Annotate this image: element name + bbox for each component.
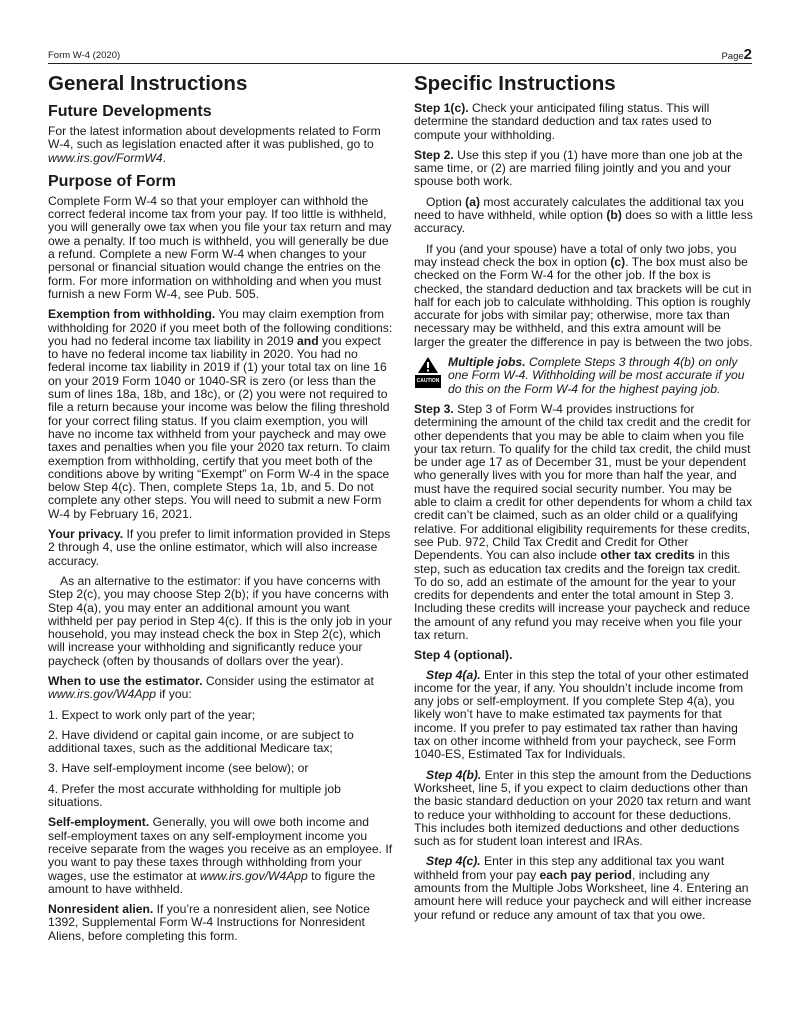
paragraph [48, 783, 394, 810]
paragraph [48, 528, 394, 568]
text-run: Enter in this step the amount from the Deductions Worksheet, line 5, if you expect to claim deductions other than the basic standard deduction on your 2020 tax return and want to reduce your withholding to account for these deductions. This includes both itemized deductions and other deductions such as for student loan interest and IRAs. [414, 767, 752, 849]
bold-text: Step 2. [414, 147, 454, 162]
paragraph [48, 709, 394, 722]
bold-text: Your privacy. [48, 527, 124, 542]
caution-text [448, 356, 754, 396]
paragraph [48, 195, 394, 301]
text-run: 1. Expect to work only part of the year; [48, 707, 256, 722]
paragraph [48, 729, 394, 756]
paragraph [48, 125, 394, 165]
text-run: Generally, you will owe both income and self-employment taxes on any self-employment income you receive separate from the wages you receive as an employee. If you want to pay these taxes through withholding from your wages, use the estimator at [48, 815, 393, 883]
text-run: . [162, 150, 167, 165]
text-run: Complete Steps 3 through 4(b) on only one Form W-4. Withholding will be most accurate if you do this on the Form W-4 for the highest paying job. [448, 355, 745, 396]
bold-italic-text: Step 4(a). [426, 667, 481, 682]
bold-text: Exemption from withholding. [48, 307, 216, 322]
text-run: If you (and your spouse) have a total of only two jobs, you may instead check the box in option [414, 241, 737, 269]
text-run: to figure the amount to have withheld. [48, 868, 376, 896]
text-run: Complete Form W-4 so that your employer can withhold the correct federal income tax from your pay. If too little is withheld, you will generally owe tax when you file your tax return and may owe a penalty. If too much is withheld, you will generally be due a refund. Complete a new Form W-4 when changes to your personal or financial situation would change the entries on the form. For more information on withholding and when you must furnish a new Form W-4, see Pub. 505. [48, 193, 392, 301]
paragraph [48, 575, 394, 668]
bold-text: Nonresident alien. [48, 902, 154, 917]
paragraph [414, 669, 754, 762]
text-run: Step 3 of Form W-4 provides instructions for determining the amount of the child tax credit and the credit for other dependents that you may be able to claim when you file your tax return. To qualify for the child tax credit, the child must be under age 17 as of December 31, must be your dependent who generally lives with you for more than half the year, and must have the required social security number. You may be able to claim a credit for other dependents for whom a child tax credit can’t be claimed, such as an older child or a qualifying relative. For additional eligibility requirements for these credits, see Pub. 972, Child Tax Credit and Credit for Other Dependents. You can also include [414, 401, 753, 563]
paragraph [414, 243, 754, 349]
specific-instructions-title: Specific Instructions [414, 72, 616, 95]
bold-italic-text: Step 4(c). [426, 854, 481, 869]
paragraph [414, 149, 754, 189]
bold-text: other tax credits [600, 548, 695, 563]
text-run: For the latest information about developments related to Form W-4, such as legislation enacted after it was published, go to [48, 124, 381, 152]
italic-text: www.irs.gov/W4App [199, 868, 308, 883]
text-run: As an alternative to the estimator: if you have concerns with Step 2(c), you may choose Step 2(b); if you have concerns with Step 4(a), you may enter an additional amount you want withheld per pay period in Step 4(c). If this is the only job in your household, you may instead check the box in Step 2(c), which will increase your withholding and significantly reduce your paycheck (often by thousands of dollars over the year). [48, 573, 393, 668]
text-run: you expect to have no federal income tax liability in 2020. You had no federal income tax liability in 2019 if (1) your total tax on line 16 on your 2019 Form 1040 or 1040-SR is zero (or less than the sum of lines 18a, 18b, and 18c), or (2) you were not required to file a return because your income was below the filing threshold for your correct filing status. If you claim exemption, you will have no income tax withheld from your paycheck and may owe taxes and penalties when you file your 2020 tax return. To claim exemption from withholding, certify that you meet both of the conditions above by writing “Exempt” on Form W-4 in the space below Step 4(c). Then, complete Steps 1a, 1b, and 5. Do not complete any other steps. You will need to submit a new Form W-4 by February 16, 2021. [48, 333, 390, 521]
page-number: 2 [743, 46, 752, 63]
paragraph [48, 675, 394, 702]
text-run: Enter in this step the total of your other estimated income for the year, if any. You shouldn’t include income from any jobs or self-employment. If you complete Step 4(a), you likely won’t have to make estimated tax payments for that income. If you prefer to pay estimated tax rather than having tax on other income withheld from your paycheck, see Form 1040-ES, Estimated Tax for Individuals. [414, 667, 749, 762]
page-indicator [721, 46, 752, 63]
subsection-heading: Step 4 (optional). [414, 648, 513, 663]
text-run: , including any amounts from the Multiple Jobs Worksheet, line 4. Entering an amount here will reduce your paycheck and will either increase your refund or reduce any amount of tax that you owe. [414, 867, 752, 922]
text-run: does so with a little less accuracy. [414, 208, 753, 236]
bold-text: (b) [606, 208, 622, 223]
form-label: Form W-4 (2020) [48, 50, 121, 61]
text-run: Consider using the estimator at [202, 673, 374, 688]
bold-text: Step 1(c). [414, 101, 469, 115]
text-run: . The box must also be checked on the Form W-4 for the other job. If the box is checked, the standard deduction and tax brackets will be cut in half for each job to calculate withholding. This option is roughly accurate for jobs with similar pay; otherwise, more tax than necessary may be withheld, and this extra amount will be larger the greater the difference in pay is between the two jobs. [414, 254, 753, 349]
bold-text: Step 3. [414, 401, 454, 416]
section-heading: Future Developments [48, 103, 212, 120]
bold-text: each pay period [539, 867, 632, 882]
paragraph [48, 816, 394, 896]
page-header [48, 48, 752, 64]
text-run: Check your anticipated filing status. This will determine the standard deduction and tax rates used to compute your withholding. [414, 101, 712, 142]
specific-instructions-column [414, 70, 754, 929]
caution-icon [414, 356, 442, 396]
section-heading: Purpose of Form [48, 172, 177, 190]
bold-text: Self-employment. [48, 815, 150, 830]
paragraph [48, 762, 394, 775]
text-run: Use this step if you (1) have more than one job at the same time, or (2) are married filing jointly and you and your spouse both work. [414, 147, 743, 189]
text-run: in this step, such as education tax credits and the foreign tax credit. To do so, add an estimate of the amount for the year to your credits for dependents and enter the total amount in Step 3. Including these credits will increase your paycheck and reduce the amount of any refund you may receive when you file your tax return. [414, 548, 751, 642]
paragraph [48, 903, 394, 943]
text-run: 4. Prefer the most accurate withholding for multiple job situations. [48, 781, 341, 810]
text-run: 2. Have dividend or capital gain income, or are subject to additional taxes, such as the additional Medicare tax; [48, 727, 354, 756]
caution-note [414, 356, 754, 396]
text-run: Enter in this step any additional tax you want withheld from your pay [414, 854, 725, 882]
text-run: Option [426, 194, 466, 209]
paragraph [414, 196, 754, 236]
paragraph [414, 855, 754, 921]
text-run: most accurately calculates the additional tax you need to have withheld, while option [414, 194, 744, 223]
paragraph [414, 769, 754, 849]
text-run: If you prefer to limit information provided in Steps 2 through 4, use the online estimator, which will also increase accuracy. [48, 527, 391, 568]
caution-label: CAUTION [415, 375, 442, 388]
italic-text: www.irs.gov/FormW4 [48, 150, 163, 165]
bold-text: (a) [465, 194, 480, 209]
bold-text: When to use the estimator. [48, 673, 203, 688]
bold-text: and [297, 333, 319, 348]
paragraph [414, 403, 754, 642]
paragraph [48, 308, 394, 521]
text-run: 3. Have self-employment income (see below); or [48, 761, 309, 776]
bold-italic-text: Step 4(b). [426, 767, 482, 782]
general-instructions-title: General Instructions [48, 72, 248, 95]
text-run: If you’re a nonresident alien, see Notice 1392, Supplemental Form W-4 Instructions for Nonresident Aliens, before completing this form. [48, 902, 370, 943]
italic-text: www.irs.gov/W4App [48, 687, 156, 702]
text-run: if you: [155, 687, 192, 702]
general-instructions-column [48, 70, 394, 950]
bold-text: (c) [610, 254, 626, 269]
bold-text: Multiple jobs. [448, 355, 526, 370]
page-label: Page [721, 51, 744, 62]
paragraph [414, 102, 754, 142]
text-run: You may claim exemption from withholding for 2020 if you meet both of the following conditions: you had no federal income tax liability in 2019 [48, 307, 393, 348]
